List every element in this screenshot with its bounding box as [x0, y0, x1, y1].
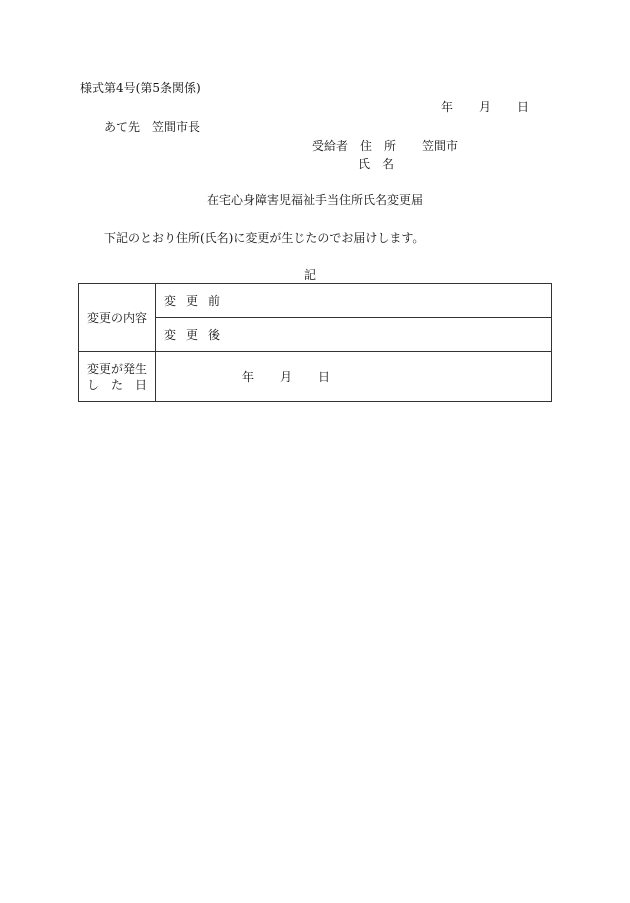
change-date-cell: [156, 352, 552, 402]
after-label: 変更後: [164, 328, 231, 342]
change-date-label: [79, 352, 156, 402]
document-title: 在宅心身障害児福祉手当住所氏名変更届: [206, 193, 423, 207]
name-label: 氏 名: [358, 157, 395, 171]
date-month-label: 月: [479, 100, 492, 114]
after-cell: [156, 318, 552, 352]
change-day-label: 日: [318, 370, 331, 384]
change-details-table: [78, 283, 552, 402]
date-day-label: 日: [517, 100, 530, 114]
table-row: [79, 352, 552, 402]
form-number: 様式第4号(第5条関係): [80, 81, 201, 95]
addressee: あて先 笠間市長: [104, 120, 201, 134]
document-body: 下記のとおり住所(氏名)に変更が生じたのでお届けします。: [104, 231, 425, 245]
before-label: 変更前: [164, 294, 231, 308]
ki-heading: 記: [303, 268, 316, 282]
address-value: 笠間市: [422, 139, 459, 153]
change-date-value: [156, 368, 551, 385]
applicant-name-row: [358, 157, 394, 171]
applicant-label: 受給者: [312, 139, 349, 153]
change-date-label-line1: 変更が発生: [86, 361, 147, 376]
applicant-address-row: [312, 139, 458, 153]
date-year-label: 年: [441, 100, 454, 114]
change-date-label-line2: し た 日: [86, 377, 147, 392]
change-year-label: 年: [242, 370, 255, 384]
change-content-label: 変更の内容: [79, 284, 156, 352]
table-row: [79, 284, 552, 318]
address-label: 住 所: [360, 139, 397, 153]
change-month-label: 月: [280, 370, 293, 384]
submission-date: [441, 100, 529, 114]
before-cell: [156, 284, 552, 318]
